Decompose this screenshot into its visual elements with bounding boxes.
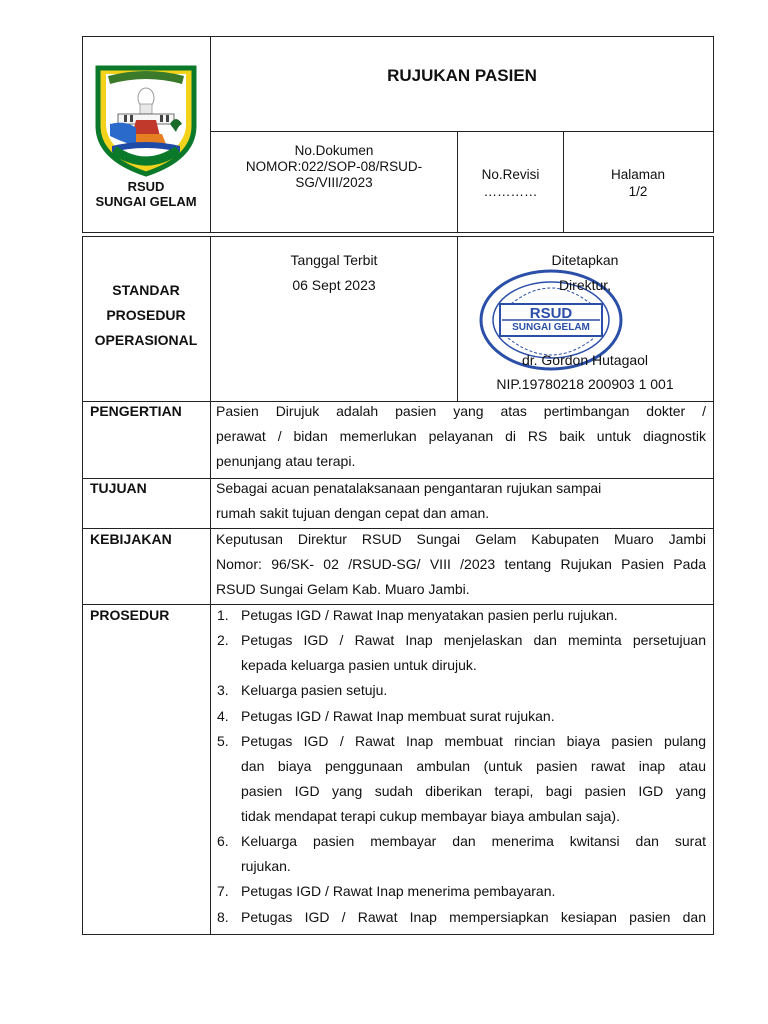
hospital-logo [92, 62, 200, 182]
pengertian-line2: perawat / bidan memerlukan pelayanan di RS baik untuk diagnostik [216, 428, 706, 444]
tujuan-line1: Sebagai acuan penatalaksanaan pengantaran rujukan sampai [216, 480, 602, 496]
step-number: 2. [217, 632, 229, 648]
doc-number-line1: NOMOR:022/SOP-08/RSUD- [245, 159, 423, 174]
doc-number-label: No.Dokumen [294, 143, 374, 158]
step-text: dan biaya penggunaan ambulan (untuk pasien rawat inap atau [241, 758, 706, 774]
label-column-divider [210, 236, 211, 934]
tujuan-label: TUJUAN [90, 480, 147, 496]
step-text: Petugas IGD / Rawat Inap membuat surat rujukan. [241, 708, 555, 724]
tujuan-line2: rumah sakit tujuan dengan cepat dan aman. [216, 505, 490, 521]
step-text: Keluarga pasien membayar dan menerima kwitansi dan surat [241, 833, 706, 849]
kebijakan-line1: Keputusan Direktur RSUD Sungai Gelam Kabupaten Muaro Jambi [216, 531, 706, 547]
header-divider-title [210, 131, 713, 132]
step-text: Petugas IGD / Rawat Inap membuat rincian biaya pasien pulang [241, 733, 706, 749]
sop-label-line2: PROSEDUR [106, 307, 186, 323]
page-label: Halaman [610, 167, 666, 182]
kebijakan-line2: Nomor: 96/SK- 02 /RSUD-SG/ VIII /2023 tentang Rujukan Pasien Pada [216, 556, 706, 572]
signer-name: dr. Gordon Hutagaol [521, 352, 649, 368]
sop-label-line3: OPERASIONAL [94, 332, 198, 348]
step-text: Petugas IGD / Rawat Inap menerima pembayaran. [241, 883, 556, 899]
stamp-center-line2: SUNGAI GELAM [512, 322, 590, 333]
hospital-name-line1: RSUD [127, 179, 165, 194]
revision-label: No.Revisi [481, 167, 540, 182]
step-text: kepada keluarga pasien untuk dirujuk. [241, 657, 477, 673]
step-number: 7. [217, 883, 229, 899]
step-text: pasien IGD yang sudah diberikan terapi, bagi pasien IGD yang [241, 783, 706, 799]
signer-nip: NIP.19780218 200903 1 001 [496, 376, 674, 392]
director-title: Direktur, [558, 277, 612, 293]
sop-label-line1: STANDAR [112, 282, 180, 298]
step-number: 1. [217, 607, 229, 623]
pengertian-line1: Pasien Dirujuk adalah pasien yang atas pertimbangan dokter / [216, 403, 706, 419]
step-number: 6. [217, 833, 229, 849]
page-value: 1/2 [628, 184, 648, 199]
kebijakan-label: KEBIJAKAN [90, 531, 172, 547]
step-text: Petugas IGD / Rawat Inap menyatakan pasien perlu rujukan. [241, 607, 618, 623]
approved-label: Ditetapkan [551, 252, 619, 268]
step-text: Keluarga pasien setuju. [241, 682, 388, 698]
revision-value: ………… [483, 184, 538, 199]
prosedur-label: PROSEDUR [90, 607, 170, 623]
step-number: 4. [217, 708, 229, 724]
kebijakan-line3: RSUD Sungai Gelam Kab. Muaro Jambi. [216, 581, 470, 597]
step-text: Petugas IGD / Rawat Inap menjelaskan dan meminta persetujuan [241, 632, 706, 648]
step-text: Petugas IGD / Rawat Inap mempersiapkan kesiapan pasien dan [241, 909, 706, 925]
hospital-name-line2: SUNGAI GELAM [95, 194, 197, 209]
step-text: rujukan. [241, 858, 291, 874]
step-number: 5. [217, 733, 229, 749]
issued-date: 06 Sept 2023 [292, 277, 376, 293]
pengertian-label: PENGERTIAN [90, 403, 182, 419]
doc-number-line2: SG/VIII/2023 [295, 175, 373, 190]
document-title: RUJUKAN PASIEN [387, 66, 537, 85]
pengertian-line3: penunjang atau terapi. [216, 453, 356, 469]
step-number: 8. [217, 909, 229, 925]
step-number: 3. [217, 682, 229, 698]
step-text: tidak mendapat terapi cukup membayar biaya ambulan saja). [241, 808, 620, 824]
issued-date-label: Tanggal Terbit [290, 252, 378, 268]
stamp-center-line1: RSUD [529, 305, 573, 322]
